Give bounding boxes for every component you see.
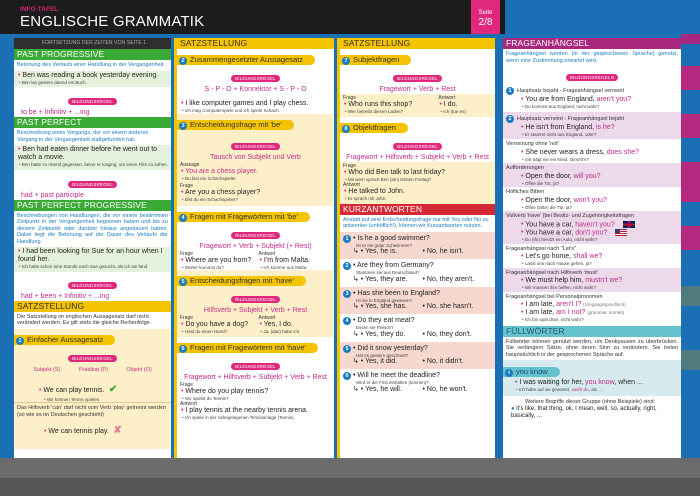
section-title-satzstellung: SATZSTELLUNG (177, 38, 334, 49)
rule: had + been + Infinitiv + ...ing (21, 292, 110, 300)
description: Frageanhängsel werden (in der gesprochenen Sprache) genutzt, wenn eine Zustimmung erwartet wird. (506, 51, 678, 64)
description: Anstatt auf eine Entscheidungsfrage nur mit Yes oder No zu antworten (unhöflich!), können wir Kurzantworten nutzen. (343, 216, 489, 229)
example-box (14, 247, 171, 272)
rule: Hilfsverb + Subjekt + Verb + Rest (203, 307, 308, 314)
section-title-fuellwoerter: FÜLLWÖRTER (503, 326, 681, 337)
section-title-past-progressive: PAST PROGRESSIVE (14, 49, 171, 60)
subsection-title: i you know (503, 367, 560, 377)
example-box (14, 145, 171, 170)
subsection-title: 5 Entscheidungsfragen mit 'have' (177, 276, 306, 286)
qa-pair: Frage • Do you have a dog? • Hast du einen Hund? Antwort • Yes, I do. • Ja, (das) habe ich. (177, 315, 334, 337)
subsection-title: 3 Entscheidungsfrage mit 'be' (177, 120, 294, 130)
qa-pair: Frage • Where are you from? • Woher kommst du? Antwort • I'm from Malta. • Ich komme aus Malta. (177, 251, 334, 271)
check-icon: ✔ (108, 383, 118, 395)
section-title-satzstellung: SATZSTELLUNG (340, 38, 495, 49)
section-5 (177, 270, 334, 337)
rule: Fragewort + Verb + Subjekt (+ Rest) (199, 242, 312, 250)
example-box: i you know • I was waiting for her, you know, when ... • Ich habe auf sie gewartet, weißt du, als ... (503, 360, 681, 396)
tag-item: Aufforderungen • Open the door, will you? • Öffne die Tür, ja? (503, 163, 681, 187)
rule-badge: BILDUNGSREGEL (68, 282, 117, 289)
label-statement: Aussage (180, 161, 200, 168)
rule-badge: BILDUNGSREGEL (393, 75, 442, 82)
tag-item-lets: Frageanhängsel nach "Let's" • Let's go home, shall we? • Lasst uns nach Hause gehen, ja? (503, 244, 681, 268)
section-3 (177, 114, 334, 206)
short-answer-item: 3 • Has she been to England? Ist sie in England gewesen? ↳ • Yes, she has. • No, she hasn't. (340, 287, 495, 315)
rule-badge: BILDUNGSREGEL (231, 143, 280, 150)
tag-item: Verneinung ohne 'not' • She never wears a dress, does she? • Sie trägt nie ein Kleid, stimmt's? (503, 139, 681, 163)
section-title-past-perfect: PAST PERFECT (14, 117, 171, 128)
number-icon: 7 (342, 57, 350, 65)
tag-item-pronoun: Frageanhängsel bei Personalpronomen • I am late, aren't I? (Umgangssprachlich) • I am late, am I not? (grammat. korrekt) • Ich bin spät dran, nicht wahr? (503, 292, 681, 326)
subsection-title: 8 Objektfragen (340, 123, 408, 133)
column-2: SATZSTELLUNG 2 Zusammengesetzter Aussagesatz BILDUNGSREGEL S - P - O + Konnektor + S - P - O • I like computer games and I play chess. • Ich mag Computerspiele und ich spiele Schach. 3 Entscheidungsfrage mit 'be' BILDUNGSREGEL Tausch von Subjekt und Verb Aussage • You are a chess player. • Du bist ein Schachspieler. Frage • Are you a chess player? • Bist du ein Schachspieler? 4 Fragen mit Fragewörtern mit 'be' BILDUNGSREGEL Fragewort + Verb + Subjekt (+ Rest) Frage • Where are you from? • Woher kommst du? Antwort • I'm from Malta. • Ich komme aus Malta. 5 Entscheidungsfragen mit 'have' BILDUNGSREGEL Hilfsverb + Subjekt + Verb + Rest Frage • Do you have a dog? • Hast du einen Hund? Antwort • Yes, I do. • Ja, (das) habe ich. 6 Fragen mit Fragewörtern mit 'have' BILDUNGSREGEL Fragewort + Hilfsverb + Subjekt + Verb + Rest Frage • Where do you play tennis? • Wo spielst du Tennis? Antwort • I play tennis at the nearby tennis arena. • Ich spiele in der nahegelegenen Tennisanlage (Tennis). (174, 38, 334, 458)
rule-badge: BILDUNGSREGEL (231, 75, 280, 82)
example: • Ben was reading a book yesterday evening. (14, 72, 171, 80)
section-title-satzstellung: SATZSTELLUNG (14, 301, 171, 312)
wrong-example: • We can tennis play. (44, 428, 109, 435)
example: • I like computer games and I play chess. (177, 100, 334, 108)
tag-item: 2 Hauptsatz verneint - Frageanhängsel bejaht • He isn't from England, is he? • Er stammt nicht aus England, oder? (503, 112, 681, 140)
left-stripe (0, 34, 14, 496)
us-flag-icon (615, 229, 627, 236)
rule: Tausch von Subjekt und Verb (210, 153, 301, 161)
description: Füllwörter können genutzt werden, um Denkpausen zu überbrücken. Sie verlängern Sätze, ohne deren Sinn zu verändern. Sie treten hauptsächlich in der gesprochenen Sprache auf. (506, 338, 678, 358)
description: Die Satzstellung im englischen Aussagesatz darf nicht verändert werden. Es gilt stets die gleiche Reihenfolge. (17, 313, 152, 326)
rule: Fragewort + Hilfsverb + Subjekt + Verb + Rest (184, 373, 327, 381)
subsection-title: 2 Zusammengesetzter Aussagesatz (177, 55, 315, 65)
example: • You are a chess player. (177, 168, 334, 176)
short-answer-item: 2 • Are they from Germany? Stammen sie aus Deutschland? ↳ • Yes, they are. • No, they aren't. (340, 259, 495, 287)
example: • I had been looking for Sue for an hour when I found her. (14, 248, 171, 264)
number-icon: 6 (179, 345, 187, 353)
top-bar-blue (505, 0, 700, 34)
page-number: 2/8 (478, 17, 493, 28)
rule-badge: BILDUNGSREGEL (231, 363, 280, 370)
subsection-title: 6 Fragen mit Fragewörtern mit 'have' (177, 343, 318, 353)
column-3 (337, 38, 495, 458)
example: • Are you a chess player? (177, 189, 334, 197)
rule-badge: BILDUNGSREGEL (231, 232, 280, 239)
page-label: Seite (478, 10, 493, 16)
short-answer-item: 4 • Do they eat meat? Essen sie Fleisch? ↳ • Yes, they do. • No, they don't. (340, 314, 495, 342)
translation: • Bist du ein Schachspieler? (177, 197, 334, 206)
note: Das Hilfsverb 'can' darf nicht vom Verb 'play' getrennt werden (so wie es im Deutschen geschieht) (14, 402, 171, 420)
translation: • Ich mag Computerspiele und ich spiele Schach. (177, 108, 334, 114)
description: Beschreibungen von Handlungen, die vor einem bestimmten Zeitpunkt in der Vergangenheit begonnen haben und bis zu diesem Zeitpunkt oder darüber hinaus angedauert haben. Dabei liegt die Betonung auf der Dauer des Verlaufs der Handlung. (17, 212, 168, 245)
rule-badge: BILDUNGSREGEL (68, 355, 117, 362)
rule-badge: BILDUNGSREGEL (231, 296, 280, 303)
qa-pair: Frage • Who runs this shop? • Wer betreibt diesen Laden? Antwort • I do. • Ich (tue es). (340, 94, 495, 117)
rule-badge: BILDUNGSREGEL (393, 143, 442, 150)
rule: had + past participle (21, 191, 84, 199)
continuation-label: FORTSETZUNG DER ZEITEN VON SEITE 1 (14, 38, 171, 49)
translation: • Wir können Tennis spielen. (14, 397, 171, 403)
short-answer-item: 5 • Did it snow yesterday? Hat es gestern geschneit? ↳ • Yes, it did. • No, it didn't. (340, 342, 495, 370)
more-label: Weitere Begriffe dieser Gruppe (ohne Beispiele) sind: (525, 398, 656, 405)
satzstellung-box (14, 329, 171, 449)
number-icon: 3 (179, 122, 187, 130)
section-title-kurzantworten: KURZANTWORTEN (340, 204, 495, 215)
tag-item: 1 Hauptsatz bejaht - Frageanhängsel verneint • You are from England, aren't you? • Du kommst aus England, nicht wahr? (503, 84, 681, 112)
rule-badge: BILDUNGSREGEL (68, 98, 117, 105)
number-icon: 5 (179, 278, 187, 286)
label-question: Frage (180, 183, 194, 189)
number-icon: 8 (342, 125, 350, 133)
subsection-title: 4 Fragen mit Fragewörtern mit 'be' (177, 212, 310, 222)
tag-item-have: Vollverb 'have' (bei Besitz- und Zugehörigkeitsfragen • You have a car, haven't you? • You have a car, don't you? • Du (Ihr) besitzt ein Auto, nicht wahr? (503, 211, 681, 244)
description: Betonung des Verlaufs einer Handlung in der Vergangenheit. (17, 62, 165, 68)
uk-flag-icon (623, 221, 635, 228)
filler-list: ● it's like, that thing, ok, I mean, well, so, actually, right, basically, ... (511, 405, 657, 419)
description: Beschreibung eines Vorgangs, der vor einem anderen Vorgang in der Vergangenheit stattgefunden hat. (17, 130, 149, 143)
column-4 (503, 38, 681, 458)
translation: • Ich hatte schon eine Stunde nach Sue gesucht, als ich sie fand. (14, 264, 171, 270)
subsection-title: 7 Subjektfragen (340, 55, 411, 65)
example: • Ben had eaten dinner before he went out to watch a movie. (14, 146, 171, 162)
rule: Fragewort + Hilfsverb + Subjekt + Verb + Rest (346, 153, 489, 161)
short-answer-item: 6 • Will he meet the deadline? Wird er die Frist einhalten (können)? ↳ • Yes, he will. • No, he won't. (340, 369, 495, 397)
info-icon: i (505, 369, 513, 377)
qa-box: Frage • Who did Ben talk to last friday? • Mit wem sprach Ben (am) letzten Freitag? Antwort • He talked to John. • Er sprach mit John. (340, 162, 495, 204)
translation: • Ben las gestern abend ein Buch. (14, 80, 171, 86)
number-icon: 4 (179, 214, 187, 222)
tag-item-must: Frageanhängsel nach Hilfsverb 'must' • We must help him, mustn't we? • Wir müssen ihm helfen, nicht wahr? (503, 268, 681, 292)
example: • We can play tennis. (39, 387, 104, 394)
subsection-title: 1 Einfacher Aussagesatz (14, 335, 115, 345)
section-title-past-perfect-progressive: PAST PERFECT PROGRESSIVE (14, 200, 171, 211)
bottom-bar-dark (0, 478, 700, 496)
tag-item: Höfliches Bitten • Open the door, won't you? • Öffne (bitte) die Tür, ja? (503, 187, 681, 211)
rule: to be + Infinitiv + ...ing (21, 109, 90, 116)
rule: S - P - O + Konnektor + S - P - O (204, 86, 307, 93)
rule: Fragewort + Verb + Rest (379, 86, 456, 93)
rule-badge: BILDUNGSREGEL (68, 181, 117, 188)
number-icon: 1 (16, 337, 24, 345)
translation: • Ben hatte zu Abend gegessen, bevor er losging, um einen Film zu sehen. (14, 162, 171, 168)
page-title: ENGLISCHE GRAMMATIK (20, 13, 205, 30)
rule-badge: BILDUNGSREGELN (566, 74, 618, 81)
example-box (14, 71, 171, 88)
page-indicator (471, 0, 500, 34)
right-stripe (681, 34, 700, 458)
sentence-parts: Subjekt (S) Prädikat (P) Objekt (O) (33, 366, 152, 373)
kicker: INFO-TAFEL (20, 7, 59, 13)
translation: • Du bist ein Schachspieler. (177, 176, 334, 182)
section-title-frageanhaengsel: FRAGEANHÄNGSEL (503, 38, 681, 49)
number-icon: 2 (179, 57, 187, 65)
column-1 (14, 38, 171, 458)
cross-icon: ✘ (113, 425, 122, 436)
short-answer-item: 1 • Is he a good swimmer? Ist er ein guter Schwimmer? ↳ • Yes, he is. • No, he isn't. (340, 232, 495, 260)
